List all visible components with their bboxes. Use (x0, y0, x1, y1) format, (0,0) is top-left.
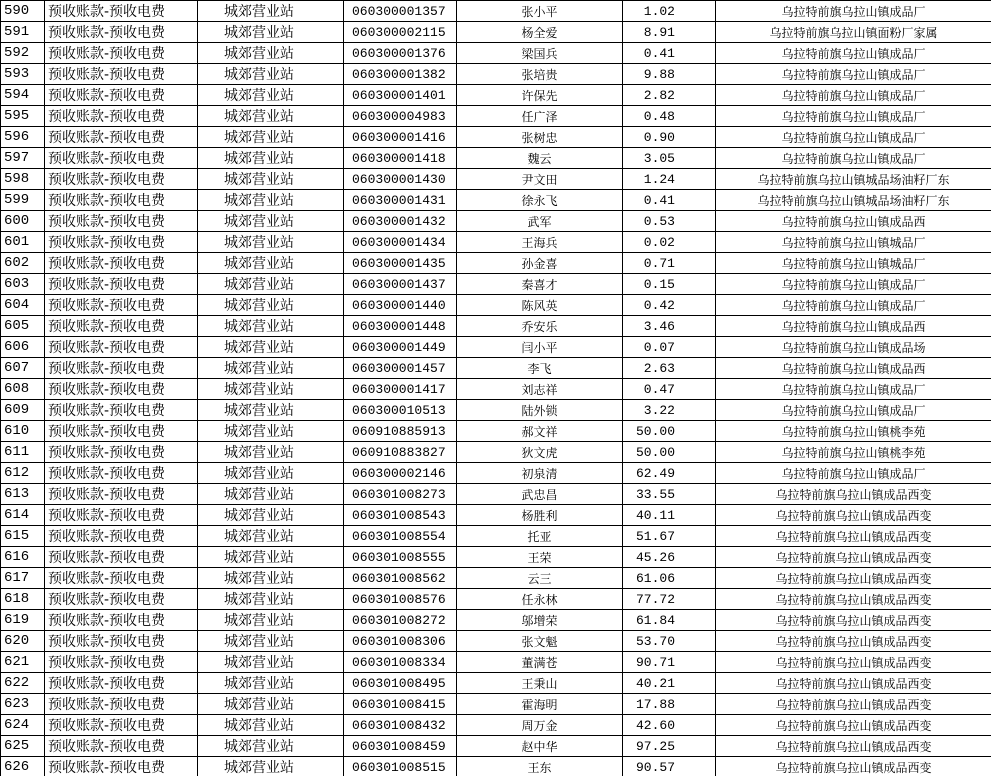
station-cell[interactable]: 城郊营业站 (198, 673, 344, 694)
table-row (1, 1, 991, 22)
table-row (1, 442, 991, 463)
address-cell[interactable]: 乌拉特前旗乌拉山镇成品厂 (716, 463, 991, 484)
account-type-cell[interactable]: 预收账款-预收电费 (45, 757, 198, 776)
address-cell[interactable]: 乌拉特前旗乌拉山镇成品西 (716, 316, 991, 337)
account-type-cell[interactable]: 预收账款-预收电费 (45, 148, 198, 169)
amount-cell[interactable]: 0.07 (623, 337, 716, 358)
amount-cell[interactable]: 40.11 (623, 505, 716, 526)
amount-cell[interactable]: 3.22 (623, 400, 716, 421)
row-number-cell[interactable]: 626 (1, 757, 45, 776)
row-number-cell[interactable]: 620 (1, 631, 45, 652)
amount-cell[interactable]: 0.90 (623, 127, 716, 148)
address-cell[interactable]: 乌拉特前旗乌拉山镇桃李苑 (716, 421, 991, 442)
station-cell[interactable]: 城郊营业站 (198, 316, 344, 337)
table-row (1, 211, 991, 232)
amount-cell[interactable]: 50.00 (623, 421, 716, 442)
amount-cell[interactable]: 45.26 (623, 547, 716, 568)
amount-cell[interactable]: 2.63 (623, 358, 716, 379)
table-row (1, 316, 991, 337)
station-cell[interactable]: 城郊营业站 (198, 652, 344, 673)
account-type-cell[interactable]: 预收账款-预收电费 (45, 400, 198, 421)
address-cell[interactable]: 乌拉特前旗乌拉山镇城品厂 (716, 232, 991, 253)
table-row (1, 505, 991, 526)
row-number-cell[interactable]: 597 (1, 148, 45, 169)
customer-name-cell[interactable]: 初泉清 (457, 463, 623, 484)
customer-name-cell[interactable]: 许保先 (457, 85, 623, 106)
account-number-cell[interactable]: 060300001357 (344, 1, 457, 22)
amount-cell[interactable]: 62.49 (623, 463, 716, 484)
table-row (1, 148, 991, 169)
row-number-cell[interactable]: 601 (1, 232, 45, 253)
station-cell[interactable]: 城郊营业站 (198, 190, 344, 211)
station-cell[interactable]: 城郊营业站 (198, 568, 344, 589)
customer-name-cell[interactable]: 秦喜才 (457, 274, 623, 295)
row-number-cell[interactable]: 595 (1, 106, 45, 127)
station-cell[interactable]: 城郊营业站 (198, 106, 344, 127)
amount-cell[interactable]: 17.88 (623, 694, 716, 715)
row-number-cell[interactable]: 606 (1, 337, 45, 358)
customer-name-cell[interactable]: 张培贵 (457, 64, 623, 85)
amount-cell[interactable]: 3.05 (623, 148, 716, 169)
amount-cell[interactable]: 97.25 (623, 736, 716, 757)
address-cell[interactable]: 乌拉特前旗乌拉山镇成品西变 (716, 505, 991, 526)
address-cell[interactable]: 乌拉特前旗乌拉山镇成品厂 (716, 64, 991, 85)
station-cell[interactable]: 城郊营业站 (198, 484, 344, 505)
account-number-cell[interactable]: 060301008554 (344, 526, 457, 547)
customer-name-cell[interactable]: 乔安乐 (457, 316, 623, 337)
address-cell[interactable]: 乌拉特前旗乌拉山镇成品西变 (716, 736, 991, 757)
amount-cell[interactable]: 90.57 (623, 757, 716, 776)
account-number-cell[interactable]: 060300001437 (344, 274, 457, 295)
station-cell[interactable]: 城郊营业站 (198, 169, 344, 190)
row-number-cell[interactable]: 599 (1, 190, 45, 211)
table-row (1, 631, 991, 652)
table-row (1, 85, 991, 106)
station-cell[interactable]: 城郊营业站 (198, 22, 344, 43)
table-row (1, 127, 991, 148)
account-type-cell[interactable]: 预收账款-预收电费 (45, 295, 198, 316)
amount-cell[interactable]: 0.41 (623, 43, 716, 64)
account-number-cell[interactable]: 060300001434 (344, 232, 457, 253)
address-cell[interactable]: 乌拉特前旗乌拉山镇成品西 (716, 358, 991, 379)
amount-cell[interactable]: 0.47 (623, 379, 716, 400)
table-row (1, 337, 991, 358)
address-cell[interactable]: 乌拉特前旗乌拉山镇成品西变 (716, 757, 991, 776)
station-cell[interactable]: 城郊营业站 (198, 274, 344, 295)
account-type-cell[interactable]: 预收账款-预收电费 (45, 316, 198, 337)
station-cell[interactable]: 城郊营业站 (198, 400, 344, 421)
row-number-cell[interactable]: 621 (1, 652, 45, 673)
row-number-cell[interactable]: 604 (1, 295, 45, 316)
account-type-cell[interactable]: 预收账款-预收电费 (45, 526, 198, 547)
address-cell[interactable]: 乌拉特前旗乌拉山镇成品厂 (716, 1, 991, 22)
row-number-cell[interactable]: 609 (1, 400, 45, 421)
account-type-cell[interactable]: 预收账款-预收电费 (45, 673, 198, 694)
account-type-cell[interactable]: 预收账款-预收电费 (45, 694, 198, 715)
customer-name-cell[interactable]: 张文魁 (457, 631, 623, 652)
station-cell[interactable]: 城郊营业站 (198, 358, 344, 379)
account-type-cell[interactable]: 预收账款-预收电费 (45, 547, 198, 568)
row-number-cell[interactable]: 625 (1, 736, 45, 757)
amount-cell[interactable]: 2.82 (623, 85, 716, 106)
account-number-cell[interactable]: 060300004983 (344, 106, 457, 127)
address-cell[interactable]: 乌拉特前旗乌拉山镇城品场油籽厂东 (716, 169, 991, 190)
table-row (1, 589, 991, 610)
customer-name-cell[interactable]: 徐永飞 (457, 190, 623, 211)
account-type-cell[interactable]: 预收账款-预收电费 (45, 22, 198, 43)
account-type-cell[interactable]: 预收账款-预收电费 (45, 736, 198, 757)
address-cell[interactable]: 乌拉特前旗乌拉山镇成品厂 (716, 379, 991, 400)
account-number-cell[interactable]: 060301008334 (344, 652, 457, 673)
address-cell[interactable]: 乌拉特前旗乌拉山镇成品西变 (716, 715, 991, 736)
account-number-cell[interactable]: 060300001382 (344, 64, 457, 85)
account-number-cell[interactable]: 060300001418 (344, 148, 457, 169)
account-number-cell[interactable]: 060301008272 (344, 610, 457, 631)
table-row (1, 400, 991, 421)
account-type-cell[interactable]: 预收账款-预收电费 (45, 505, 198, 526)
account-number-cell[interactable]: 060301008306 (344, 631, 457, 652)
row-number-cell[interactable]: 596 (1, 127, 45, 148)
table-row (1, 358, 991, 379)
account-number-cell[interactable]: 060301008543 (344, 505, 457, 526)
amount-cell[interactable]: 0.48 (623, 106, 716, 127)
row-number-cell[interactable]: 623 (1, 694, 45, 715)
table-row (1, 22, 991, 43)
table-row (1, 610, 991, 631)
address-cell[interactable]: 乌拉特前旗乌拉山镇面粉厂家属 (716, 22, 991, 43)
account-type-cell[interactable]: 预收账款-预收电费 (45, 127, 198, 148)
customer-name-cell[interactable]: 魏云 (457, 148, 623, 169)
account-type-cell[interactable]: 预收账款-预收电费 (45, 1, 198, 22)
station-cell[interactable]: 城郊营业站 (198, 757, 344, 776)
account-type-cell[interactable]: 预收账款-预收电费 (45, 211, 198, 232)
customer-name-cell[interactable]: 狄文虎 (457, 442, 623, 463)
account-number-cell[interactable]: 060300001440 (344, 295, 457, 316)
row-number-cell[interactable]: 615 (1, 526, 45, 547)
account-number-cell[interactable]: 060300002146 (344, 463, 457, 484)
table-body (1, 1, 991, 776)
row-number-cell[interactable]: 610 (1, 421, 45, 442)
station-cell[interactable]: 城郊营业站 (198, 526, 344, 547)
station-cell[interactable]: 城郊营业站 (198, 442, 344, 463)
table-row (1, 253, 991, 274)
account-number-cell[interactable]: 060300001417 (344, 379, 457, 400)
table-row (1, 169, 991, 190)
table-row (1, 295, 991, 316)
account-type-cell[interactable]: 预收账款-预收电费 (45, 463, 198, 484)
account-type-cell[interactable]: 预收账款-预收电费 (45, 715, 198, 736)
address-cell[interactable]: 乌拉特前旗乌拉山镇桃李苑 (716, 442, 991, 463)
station-cell[interactable]: 城郊营业站 (198, 295, 344, 316)
table-row (1, 463, 991, 484)
station-cell[interactable]: 城郊营业站 (198, 463, 344, 484)
row-number-cell[interactable]: 591 (1, 22, 45, 43)
station-cell[interactable]: 城郊营业站 (198, 148, 344, 169)
address-cell[interactable]: 乌拉特前旗乌拉山镇成品西 (716, 211, 991, 232)
row-number-cell[interactable]: 603 (1, 274, 45, 295)
table-row (1, 484, 991, 505)
address-cell[interactable]: 乌拉特前旗乌拉山镇成品西变 (716, 673, 991, 694)
amount-cell[interactable]: 0.71 (623, 253, 716, 274)
station-cell[interactable]: 城郊营业站 (198, 43, 344, 64)
account-type-cell[interactable]: 预收账款-预收电费 (45, 568, 198, 589)
customer-name-cell[interactable]: 王荣 (457, 547, 623, 568)
table-row (1, 106, 991, 127)
station-cell[interactable]: 城郊营业站 (198, 694, 344, 715)
row-number-cell[interactable]: 622 (1, 673, 45, 694)
station-cell[interactable]: 城郊营业站 (198, 715, 344, 736)
customer-name-cell[interactable]: 杨全爱 (457, 22, 623, 43)
table-row (1, 757, 991, 776)
address-cell[interactable]: 乌拉特前旗乌拉山镇成品厂 (716, 43, 991, 64)
address-cell[interactable]: 乌拉特前旗乌拉山镇成品厂 (716, 85, 991, 106)
table-row (1, 421, 991, 442)
amount-cell[interactable]: 61.06 (623, 568, 716, 589)
address-cell[interactable]: 乌拉特前旗乌拉山镇成品西变 (716, 568, 991, 589)
table-row (1, 652, 991, 673)
account-number-cell[interactable]: 060300001431 (344, 190, 457, 211)
customer-name-cell[interactable]: 邬增荣 (457, 610, 623, 631)
table-row (1, 526, 991, 547)
amount-cell[interactable]: 33.55 (623, 484, 716, 505)
account-type-cell[interactable]: 预收账款-预收电费 (45, 253, 198, 274)
account-number-cell[interactable]: 060301008562 (344, 568, 457, 589)
amount-cell[interactable]: 50.00 (623, 442, 716, 463)
address-cell[interactable]: 乌拉特前旗乌拉山镇成品西变 (716, 589, 991, 610)
address-cell[interactable]: 乌拉特前旗乌拉山镇城品场油籽厂东 (716, 190, 991, 211)
table-row (1, 379, 991, 400)
account-number-cell[interactable]: 060301008555 (344, 547, 457, 568)
station-cell[interactable]: 城郊营业站 (198, 253, 344, 274)
station-cell[interactable]: 城郊营业站 (198, 505, 344, 526)
row-number-cell[interactable]: 618 (1, 589, 45, 610)
account-type-cell[interactable]: 预收账款-预收电费 (45, 589, 198, 610)
table-row (1, 673, 991, 694)
account-number-cell[interactable]: 060300001432 (344, 211, 457, 232)
station-cell[interactable]: 城郊营业站 (198, 631, 344, 652)
address-cell[interactable]: 乌拉特前旗乌拉山镇成品厂 (716, 295, 991, 316)
account-number-cell[interactable]: 060301008415 (344, 694, 457, 715)
address-cell[interactable]: 乌拉特前旗乌拉山镇成品西变 (716, 610, 991, 631)
amount-cell[interactable]: 61.84 (623, 610, 716, 631)
station-cell[interactable]: 城郊营业站 (198, 379, 344, 400)
customer-name-cell[interactable]: 郝文祥 (457, 421, 623, 442)
amount-cell[interactable]: 1.24 (623, 169, 716, 190)
amount-cell[interactable]: 51.67 (623, 526, 716, 547)
amount-cell[interactable]: 3.46 (623, 316, 716, 337)
amount-cell[interactable]: 90.71 (623, 652, 716, 673)
customer-name-cell[interactable]: 陈风英 (457, 295, 623, 316)
customer-name-cell[interactable]: 李飞 (457, 358, 623, 379)
amount-cell[interactable]: 0.42 (623, 295, 716, 316)
address-cell[interactable]: 乌拉特前旗乌拉山镇城品厂 (716, 253, 991, 274)
table-row (1, 232, 991, 253)
row-number-cell[interactable]: 608 (1, 379, 45, 400)
station-cell[interactable]: 城郊营业站 (198, 589, 344, 610)
station-cell[interactable]: 城郊营业站 (198, 547, 344, 568)
amount-cell[interactable]: 0.41 (623, 190, 716, 211)
account-number-cell[interactable]: 060301008459 (344, 736, 457, 757)
account-type-cell[interactable]: 预收账款-预收电费 (45, 379, 198, 400)
account-type-cell[interactable]: 预收账款-预收电费 (45, 631, 198, 652)
customer-name-cell[interactable]: 霍海明 (457, 694, 623, 715)
customer-name-cell[interactable]: 武忠昌 (457, 484, 623, 505)
account-type-cell[interactable]: 预收账款-预收电费 (45, 421, 198, 442)
station-cell[interactable]: 城郊营业站 (198, 127, 344, 148)
table-row (1, 568, 991, 589)
table-row (1, 715, 991, 736)
address-cell[interactable]: 乌拉特前旗乌拉山镇成品厂 (716, 400, 991, 421)
table-row (1, 43, 991, 64)
amount-cell[interactable]: 53.70 (623, 631, 716, 652)
row-number-cell[interactable]: 607 (1, 358, 45, 379)
account-type-cell[interactable]: 预收账款-预收电费 (45, 85, 198, 106)
amount-cell[interactable]: 40.21 (623, 673, 716, 694)
account-type-cell[interactable]: 预收账款-预收电费 (45, 64, 198, 85)
customer-name-cell[interactable]: 张树忠 (457, 127, 623, 148)
customer-name-cell[interactable]: 王东 (457, 757, 623, 776)
row-number-cell[interactable]: 592 (1, 43, 45, 64)
amount-cell[interactable]: 0.15 (623, 274, 716, 295)
account-number-cell[interactable]: 060300001448 (344, 316, 457, 337)
account-number-cell[interactable]: 060910885913 (344, 421, 457, 442)
account-number-cell[interactable]: 060300001430 (344, 169, 457, 190)
address-cell[interactable]: 乌拉特前旗乌拉山镇成品西变 (716, 547, 991, 568)
account-type-cell[interactable]: 预收账款-预收电费 (45, 652, 198, 673)
account-type-cell[interactable]: 预收账款-预收电费 (45, 337, 198, 358)
address-cell[interactable]: 乌拉特前旗乌拉山镇成品厂 (716, 148, 991, 169)
station-cell[interactable]: 城郊营业站 (198, 211, 344, 232)
station-cell[interactable]: 城郊营业站 (198, 736, 344, 757)
customer-name-cell[interactable]: 陆外锁 (457, 400, 623, 421)
account-type-cell[interactable]: 预收账款-预收电费 (45, 106, 198, 127)
table-row (1, 64, 991, 85)
table-row (1, 736, 991, 757)
account-type-cell[interactable]: 预收账款-预收电费 (45, 442, 198, 463)
row-number-cell[interactable]: 617 (1, 568, 45, 589)
amount-cell[interactable]: 0.53 (623, 211, 716, 232)
account-number-cell[interactable]: 060301008273 (344, 484, 457, 505)
station-cell[interactable]: 城郊营业站 (198, 421, 344, 442)
table-row (1, 190, 991, 211)
customer-name-cell[interactable]: 王秉山 (457, 673, 623, 694)
row-number-cell[interactable]: 614 (1, 505, 45, 526)
row-number-cell[interactable]: 590 (1, 1, 45, 22)
station-cell[interactable]: 城郊营业站 (198, 64, 344, 85)
amount-cell[interactable]: 0.02 (623, 232, 716, 253)
amount-cell[interactable]: 77.72 (623, 589, 716, 610)
row-number-cell[interactable]: 619 (1, 610, 45, 631)
account-type-cell[interactable]: 预收账款-预收电费 (45, 232, 198, 253)
row-number-cell[interactable]: 593 (1, 64, 45, 85)
customer-name-cell[interactable]: 云三 (457, 568, 623, 589)
row-number-cell[interactable]: 598 (1, 169, 45, 190)
account-type-cell[interactable]: 预收账款-预收电费 (45, 169, 198, 190)
row-number-cell[interactable]: 594 (1, 85, 45, 106)
table-row (1, 694, 991, 715)
amount-cell[interactable]: 9.88 (623, 64, 716, 85)
customer-name-cell[interactable]: 赵中华 (457, 736, 623, 757)
account-number-cell[interactable]: 060301008576 (344, 589, 457, 610)
account-number-cell[interactable]: 060301008432 (344, 715, 457, 736)
account-type-cell[interactable]: 预收账款-预收电费 (45, 358, 198, 379)
customer-name-cell[interactable]: 托亚 (457, 526, 623, 547)
customer-name-cell[interactable]: 董满苍 (457, 652, 623, 673)
account-number-cell[interactable]: 060910883827 (344, 442, 457, 463)
customer-name-cell[interactable]: 武军 (457, 211, 623, 232)
customer-name-cell[interactable]: 周万金 (457, 715, 623, 736)
amount-cell[interactable]: 1.02 (623, 1, 716, 22)
row-number-cell[interactable]: 600 (1, 211, 45, 232)
account-number-cell[interactable]: 060300001376 (344, 43, 457, 64)
account-number-cell[interactable]: 060300001401 (344, 85, 457, 106)
station-cell[interactable]: 城郊营业站 (198, 1, 344, 22)
table-row (1, 547, 991, 568)
station-cell[interactable]: 城郊营业站 (198, 337, 344, 358)
address-cell[interactable]: 乌拉特前旗乌拉山镇成品西变 (716, 652, 991, 673)
address-cell[interactable]: 乌拉特前旗乌拉山镇成品西变 (716, 694, 991, 715)
customer-name-cell[interactable]: 任永林 (457, 589, 623, 610)
station-cell[interactable]: 城郊营业站 (198, 610, 344, 631)
address-cell[interactable]: 乌拉特前旗乌拉山镇成品西变 (716, 631, 991, 652)
customer-name-cell[interactable]: 孙金喜 (457, 253, 623, 274)
row-number-cell[interactable]: 611 (1, 442, 45, 463)
row-number-cell[interactable]: 624 (1, 715, 45, 736)
row-number-cell[interactable]: 616 (1, 547, 45, 568)
account-number-cell[interactable]: 060300001449 (344, 337, 457, 358)
station-cell[interactable]: 城郊营业站 (198, 85, 344, 106)
address-cell[interactable]: 乌拉特前旗乌拉山镇成品场 (716, 337, 991, 358)
amount-cell[interactable]: 8.91 (623, 22, 716, 43)
account-type-cell[interactable]: 预收账款-预收电费 (45, 274, 198, 295)
account-type-cell[interactable]: 预收账款-预收电费 (45, 190, 198, 211)
customer-name-cell[interactable]: 王海兵 (457, 232, 623, 253)
address-cell[interactable]: 乌拉特前旗乌拉山镇成品西变 (716, 526, 991, 547)
account-number-cell[interactable]: 060300001457 (344, 358, 457, 379)
table-row (1, 274, 991, 295)
account-type-cell[interactable]: 预收账款-预收电费 (45, 43, 198, 64)
account-type-cell[interactable]: 预收账款-预收电费 (45, 610, 198, 631)
customer-name-cell[interactable]: 任广泽 (457, 106, 623, 127)
address-cell[interactable]: 乌拉特前旗乌拉山镇成品西变 (716, 484, 991, 505)
station-cell[interactable]: 城郊营业站 (198, 232, 344, 253)
account-number-cell[interactable]: 060301008515 (344, 757, 457, 776)
customer-name-cell[interactable]: 杨胜利 (457, 505, 623, 526)
address-cell[interactable]: 乌拉特前旗乌拉山镇成品厂 (716, 127, 991, 148)
customer-name-cell[interactable]: 张小平 (457, 1, 623, 22)
account-number-cell[interactable]: 060300002115 (344, 22, 457, 43)
account-type-cell[interactable]: 预收账款-预收电费 (45, 484, 198, 505)
row-number-cell[interactable]: 613 (1, 484, 45, 505)
row-number-cell[interactable]: 612 (1, 463, 45, 484)
account-number-cell[interactable]: 060300010513 (344, 400, 457, 421)
account-number-cell[interactable]: 060301008495 (344, 673, 457, 694)
account-number-cell[interactable]: 060300001435 (344, 253, 457, 274)
customer-name-cell[interactable]: 梁国兵 (457, 43, 623, 64)
customer-name-cell[interactable]: 闫小平 (457, 337, 623, 358)
address-cell[interactable]: 乌拉特前旗乌拉山镇成品厂 (716, 106, 991, 127)
address-cell[interactable]: 乌拉特前旗乌拉山镇成品厂 (716, 274, 991, 295)
customer-name-cell[interactable]: 刘志祥 (457, 379, 623, 400)
amount-cell[interactable]: 42.60 (623, 715, 716, 736)
row-number-cell[interactable]: 602 (1, 253, 45, 274)
customer-name-cell[interactable]: 尹文田 (457, 169, 623, 190)
row-number-cell[interactable]: 605 (1, 316, 45, 337)
account-number-cell[interactable]: 060300001416 (344, 127, 457, 148)
